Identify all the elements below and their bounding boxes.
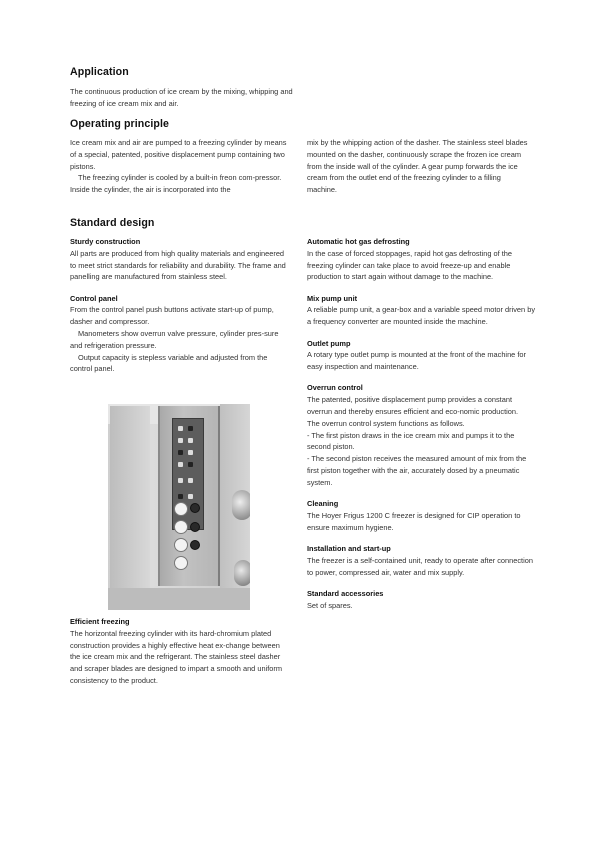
- overrun-control-p3: - The first piston draws in the ice cream mix and pumps it to the second piston.: [307, 430, 515, 452]
- sturdy-construction-text: All parts are produced from high quality materials and engineered to meet strict standards for reliability and durability. The frame and panelling are manufactured from stainless steel.: [70, 248, 286, 282]
- installation-title: Installation and start-up: [307, 544, 391, 554]
- sturdy-construction-block: [70, 236, 290, 283]
- efficient-freezing-text: The horizontal freezing cylinder with its hard-chromium plated construction provides a highly effective heat ex-change between the ice cream mix and the refrigerant. The stainless steel dasher and scraper blades are designed to impart a smooth and uniform consistency to the product.: [70, 628, 282, 685]
- operating-principle-heading-wrap: [70, 118, 169, 130]
- control-panel-title: Control panel: [70, 293, 118, 303]
- mix-pump-unit-block: [307, 293, 537, 328]
- standard-design-heading: Standard design: [70, 217, 155, 229]
- operating-principle-right-column: [307, 137, 532, 196]
- standard-design-left-column: [70, 236, 290, 385]
- standard-accessories-block: [307, 588, 537, 612]
- control-panel-block: [70, 293, 290, 376]
- hot-gas-defrosting-text: In the case of forced stoppages, rapid hot gas defrosting of the freezing cylinder can take place to avoid freeze-up and enable production to start again without damage to the machine.: [307, 248, 513, 282]
- operating-principle-heading: Operating principle: [70, 118, 170, 130]
- cleaning-block: [307, 498, 537, 533]
- sturdy-construction-title: Sturdy construction: [70, 237, 141, 246]
- application-section: [70, 66, 295, 110]
- installation-block: [307, 543, 537, 578]
- efficient-freezing-title: Efficient freezing: [70, 617, 130, 626]
- overrun-control-p2: The overrun control system functions as follows.: [307, 418, 465, 428]
- standard-accessories-text: Set of spares.: [307, 600, 353, 610]
- operating-principle-right-p1: mix by the whipping action of the dasher. The stainless steel blades mounted on the dasher, continuously scrape the frozen ice cream from the inside wall of the cylinder. A gear pump forwards the ice cream from the outlet end of the freezing cylinder to a filling machine.: [307, 138, 528, 195]
- installation-text: The freezer is a self-contained unit, ready to operate after connection to power, compressed air, water and mix supply.: [307, 555, 533, 577]
- overrun-control-p1: The patented, positive displacement pump provides a constant overrun and thereby ensures efficient and eco-nomic production.: [307, 395, 519, 417]
- cleaning-title: Cleaning: [307, 499, 339, 509]
- cleaning-text: The Hoyer Frigus 1200 C freezer is designed for CIP operation to ensure maximum hygiene.: [307, 510, 521, 532]
- operating-principle-left-p2: The freezing cylinder is cooled by a built-in freon com-pressor. Inside the cylinder, the air is incorporated into the: [70, 173, 282, 195]
- control-panel-p2: Manometers show overrun valve pressure, cylinder pres-sure and refrigeration pressure.: [70, 329, 279, 350]
- outlet-pump-block: [307, 338, 537, 373]
- control-panel-p3: Output capacity is stepless variable and adjusted from the control panel.: [70, 352, 268, 374]
- standard-design-heading-wrap: [70, 217, 155, 229]
- efficient-freezing-block: [70, 616, 290, 687]
- application-text: The continuous production of ice cream by the mixing, whipping and freezing of ice cream mix and air.: [70, 87, 293, 108]
- overrun-control-p4: - The second piston receives the measured amount of mix from the first piston together with the air, accurately dosed by a pneumatic system.: [307, 454, 527, 487]
- hot-gas-defrosting-block: [307, 236, 537, 283]
- control-panel-p1: From the control panel push buttons activate start-up of pump, dasher and compressor.: [70, 305, 274, 327]
- standard-design-right-column: [307, 236, 537, 621]
- overrun-control-block: [307, 382, 537, 488]
- mix-pump-unit-text: A reliable pump unit, a gear-box and a variable speed motor driven by a frequency converter are mounted inside the machine.: [307, 305, 536, 327]
- outlet-pump-text: A rotary type outlet pump is mounted at the front of the machine for easy inspection and maintenance.: [307, 350, 526, 372]
- application-heading: Application: [70, 66, 129, 78]
- operating-principle-left-p1: Ice cream mix and air are pumped to a freezing cylinder by means of a special, patented, positive displacement pump containing two pistons.: [70, 138, 287, 171]
- standard-accessories-title: Standard accessories: [307, 588, 384, 598]
- operating-principle-left-column: [70, 137, 292, 196]
- overrun-control-title: Overrun control: [307, 383, 363, 393]
- mix-pump-unit-title: Mix pump unit: [307, 293, 358, 303]
- outlet-pump-title: Outlet pump: [307, 338, 351, 348]
- freezer-control-panel-photo: [108, 404, 250, 610]
- hot-gas-defrosting-title: Automatic hot gas defrosting: [307, 237, 410, 246]
